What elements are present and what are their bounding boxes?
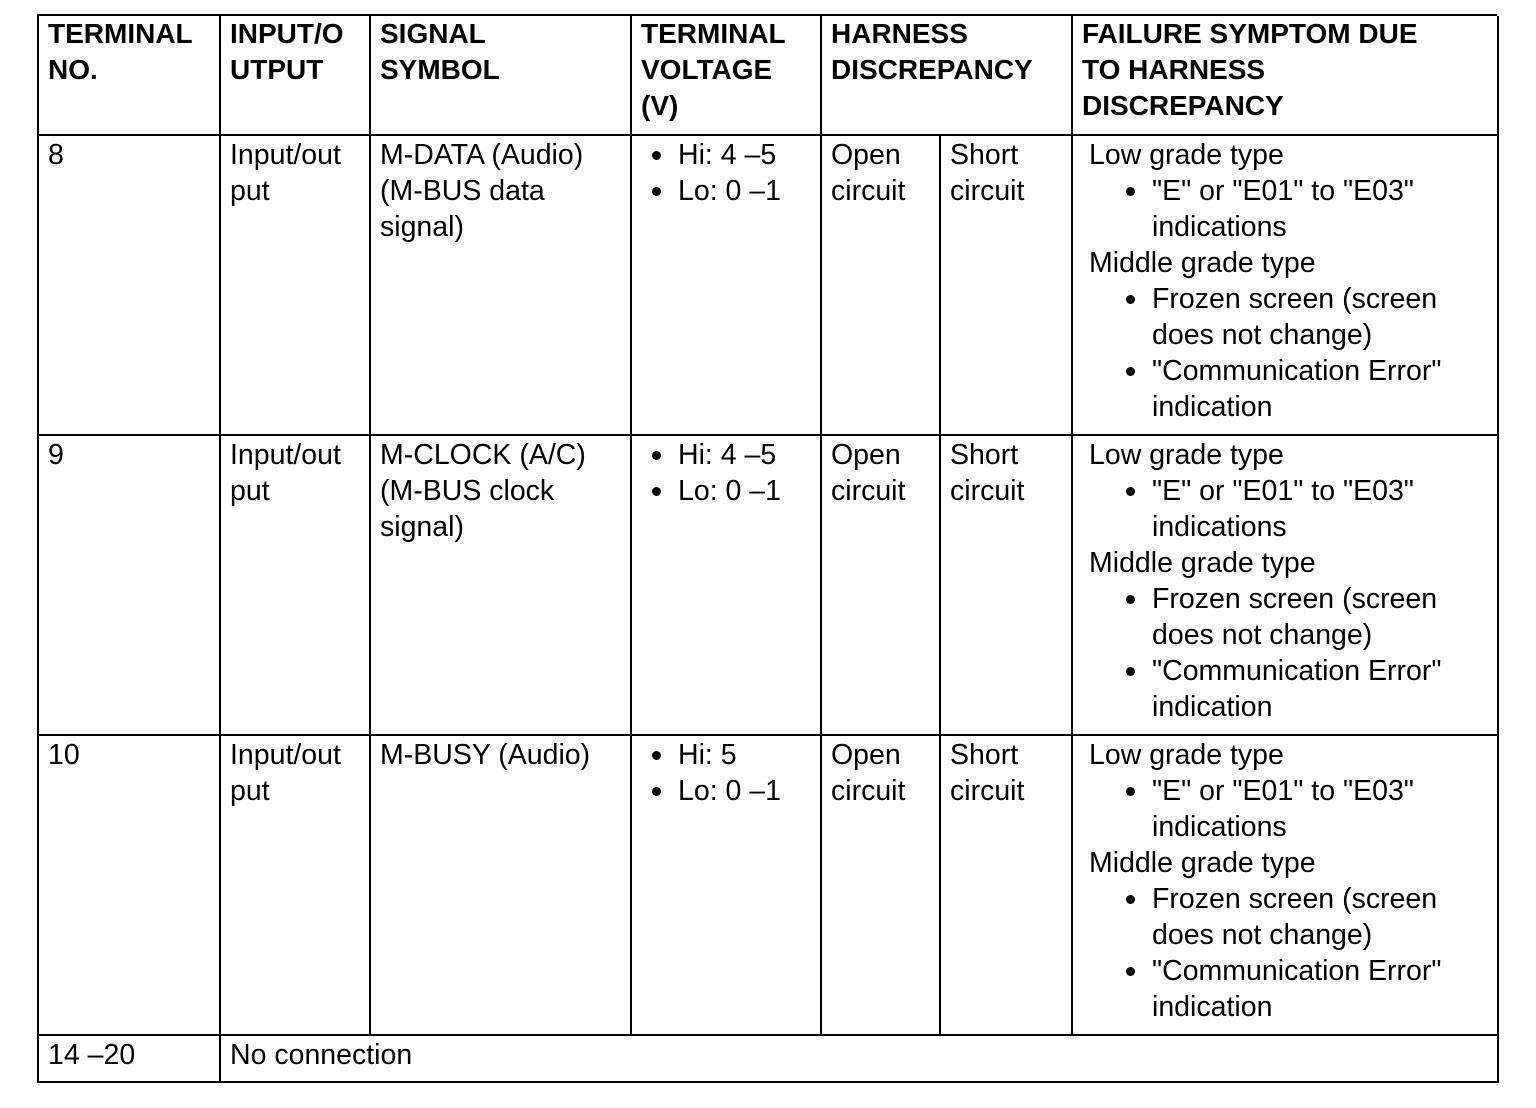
symptom-item: "Communication Error" indication (1115, 953, 1489, 1025)
symptom-item: "Communication Error" indication (1115, 653, 1489, 725)
terminal-voltage-cell (632, 436, 822, 736)
terminal-number-cell: 8 (39, 136, 221, 436)
voltage-item: Lo: 0 –1 (641, 773, 812, 809)
low-grade-title: Low grade type (1089, 439, 1284, 471)
terminal-number-cell: 9 (39, 436, 221, 736)
header-failure-symptom: FAILURE SYMPTOM DUE TO HARNESS DISCREPANCY (1073, 16, 1499, 136)
open-circuit-cell: Open circuit (822, 736, 941, 1036)
short-circuit-cell: Short circuit (941, 436, 1073, 736)
middle-grade-list (1089, 881, 1489, 1025)
input-output-cell: Input/out put (221, 436, 371, 736)
symptom-item: "E" or "E01" to "E03" indications (1115, 773, 1489, 845)
low-grade-title: Low grade type (1089, 739, 1284, 771)
voltage-list (641, 437, 812, 509)
low-grade-list (1089, 173, 1489, 245)
symptom-item: Frozen screen (screen does not change) (1115, 881, 1489, 953)
symptom-item: "E" or "E01" to "E03" indications (1115, 473, 1489, 545)
no-connection-cell: No connection (221, 1036, 1499, 1083)
short-circuit-cell: Short circuit (941, 736, 1073, 1036)
middle-grade-list (1089, 281, 1489, 425)
terminal-number-cell: 10 (39, 736, 221, 1036)
low-grade-title: Low grade type (1089, 139, 1284, 171)
symptom-item: Frozen screen (screen does not change) (1115, 281, 1489, 353)
header-input-output: INPUT/O UTPUT (221, 16, 371, 136)
terminal-spec-table (37, 14, 1497, 1083)
terminal-number-cell: 14 –20 (39, 1036, 221, 1083)
low-grade-list (1089, 773, 1489, 845)
voltage-list (641, 137, 812, 209)
middle-grade-title: Middle grade type (1089, 247, 1316, 279)
voltage-list (641, 737, 812, 809)
signal-symbol-cell: M-CLOCK (A/C) (M-BUS clock signal) (371, 436, 632, 736)
middle-grade-list (1089, 581, 1489, 725)
terminal-voltage-cell (632, 136, 822, 436)
middle-grade-title: Middle grade type (1089, 547, 1316, 579)
voltage-item: Hi: 4 –5 (641, 437, 812, 473)
open-circuit-cell: Open circuit (822, 436, 941, 736)
failure-symptom-cell (1073, 436, 1499, 736)
failure-symptom-cell (1073, 136, 1499, 436)
symptom-item: Frozen screen (screen does not change) (1115, 581, 1489, 653)
failure-symptom-cell (1073, 736, 1499, 1036)
signal-symbol-cell: M-BUSY (Audio) (371, 736, 632, 1036)
middle-grade-title: Middle grade type (1089, 847, 1316, 879)
voltage-item: Lo: 0 –1 (641, 173, 812, 209)
input-output-cell: Input/out put (221, 136, 371, 436)
header-terminal-voltage: TERMINAL VOLTAGE (V) (632, 16, 822, 136)
low-grade-list (1089, 473, 1489, 545)
voltage-item: Hi: 4 –5 (641, 137, 812, 173)
terminal-voltage-cell (632, 736, 822, 1036)
symptom-item: "Communication Error" indication (1115, 353, 1489, 425)
short-circuit-cell: Short circuit (941, 136, 1073, 436)
header-harness-discrepancy: HARNESS DISCREPANCY (822, 16, 1073, 136)
input-output-cell: Input/out put (221, 736, 371, 1036)
symptom-item: "E" or "E01" to "E03" indications (1115, 173, 1489, 245)
signal-symbol-cell: M-DATA (Audio) (M-BUS data signal) (371, 136, 632, 436)
open-circuit-cell: Open circuit (822, 136, 941, 436)
voltage-item: Hi: 5 (641, 737, 812, 773)
header-terminal-no: TERMINAL NO. (39, 16, 221, 136)
header-signal-symbol: SIGNAL SYMBOL (371, 16, 632, 136)
voltage-item: Lo: 0 –1 (641, 473, 812, 509)
